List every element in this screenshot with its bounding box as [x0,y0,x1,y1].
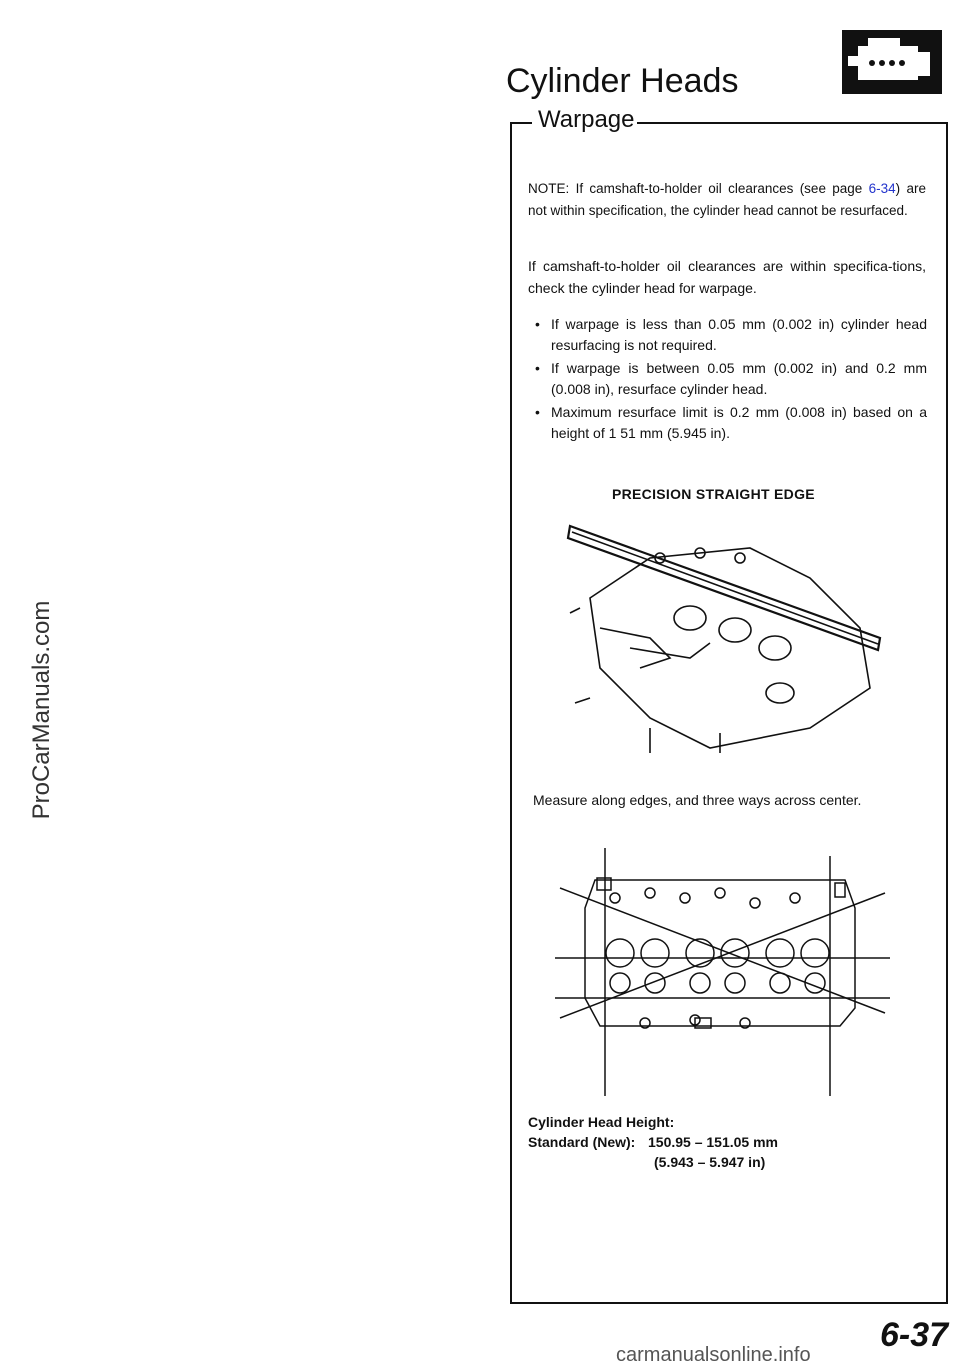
spec-standard-label: Standard (New): [528,1134,636,1150]
bullet-item: • Maximum resurface limit is 0.2 mm (0.008 in) based on a height of 1 51 mm (5.945 in). [533,402,927,444]
frame-top-right [633,122,946,124]
warpage-bullets [533,314,927,446]
spec-standard-row [528,1132,778,1152]
spec-heading: Cylinder Head Height: [528,1114,675,1130]
note-pre: NOTE: If camshaft-to-holder oil clearances (see page [528,181,869,196]
figure-label: PRECISION STRAIGHT EDGE [612,486,815,502]
straight-edge-illustration [560,518,890,758]
engine-icon [842,30,942,94]
instruction-paragraph: If camshaft-to-holder oil clearances are within specifica-tions, check the cylinder head for warpage. [528,258,926,296]
figure-caption: Measure along edges, and three ways across center. [533,792,862,808]
measurement-diagram [555,848,890,1096]
page-number: 6-37 [880,1316,949,1354]
spec-inch-row [528,1152,778,1172]
frame-top-left [510,122,532,124]
bullet-item: • If warpage is less than 0.05 mm (0.002 in) cylinder head resurfacing is not required. [533,314,927,356]
spec-standard-in: (5.943 – 5.947 in) [654,1154,766,1170]
note-text [528,178,926,222]
spec-standard-mm: 150.95 – 151.05 mm [648,1134,778,1150]
section-subtitle: Warpage [538,106,635,133]
page-title: Cylinder Heads [506,62,739,100]
page-link[interactable]: 6-34 [868,181,896,196]
footer-watermark: carmanualsonline.info [616,1344,811,1366]
spec-block [528,1112,778,1172]
bullet-item: • If warpage is between 0.05 mm (0.002 in) and 0.2 mm (0.008 in), resurface cylinder head. [533,358,927,400]
note-post: ) are not within specification, the cylinder head cannot be resurfaced. [528,181,926,218]
side-watermark: ProCarManuals.com [28,600,55,820]
